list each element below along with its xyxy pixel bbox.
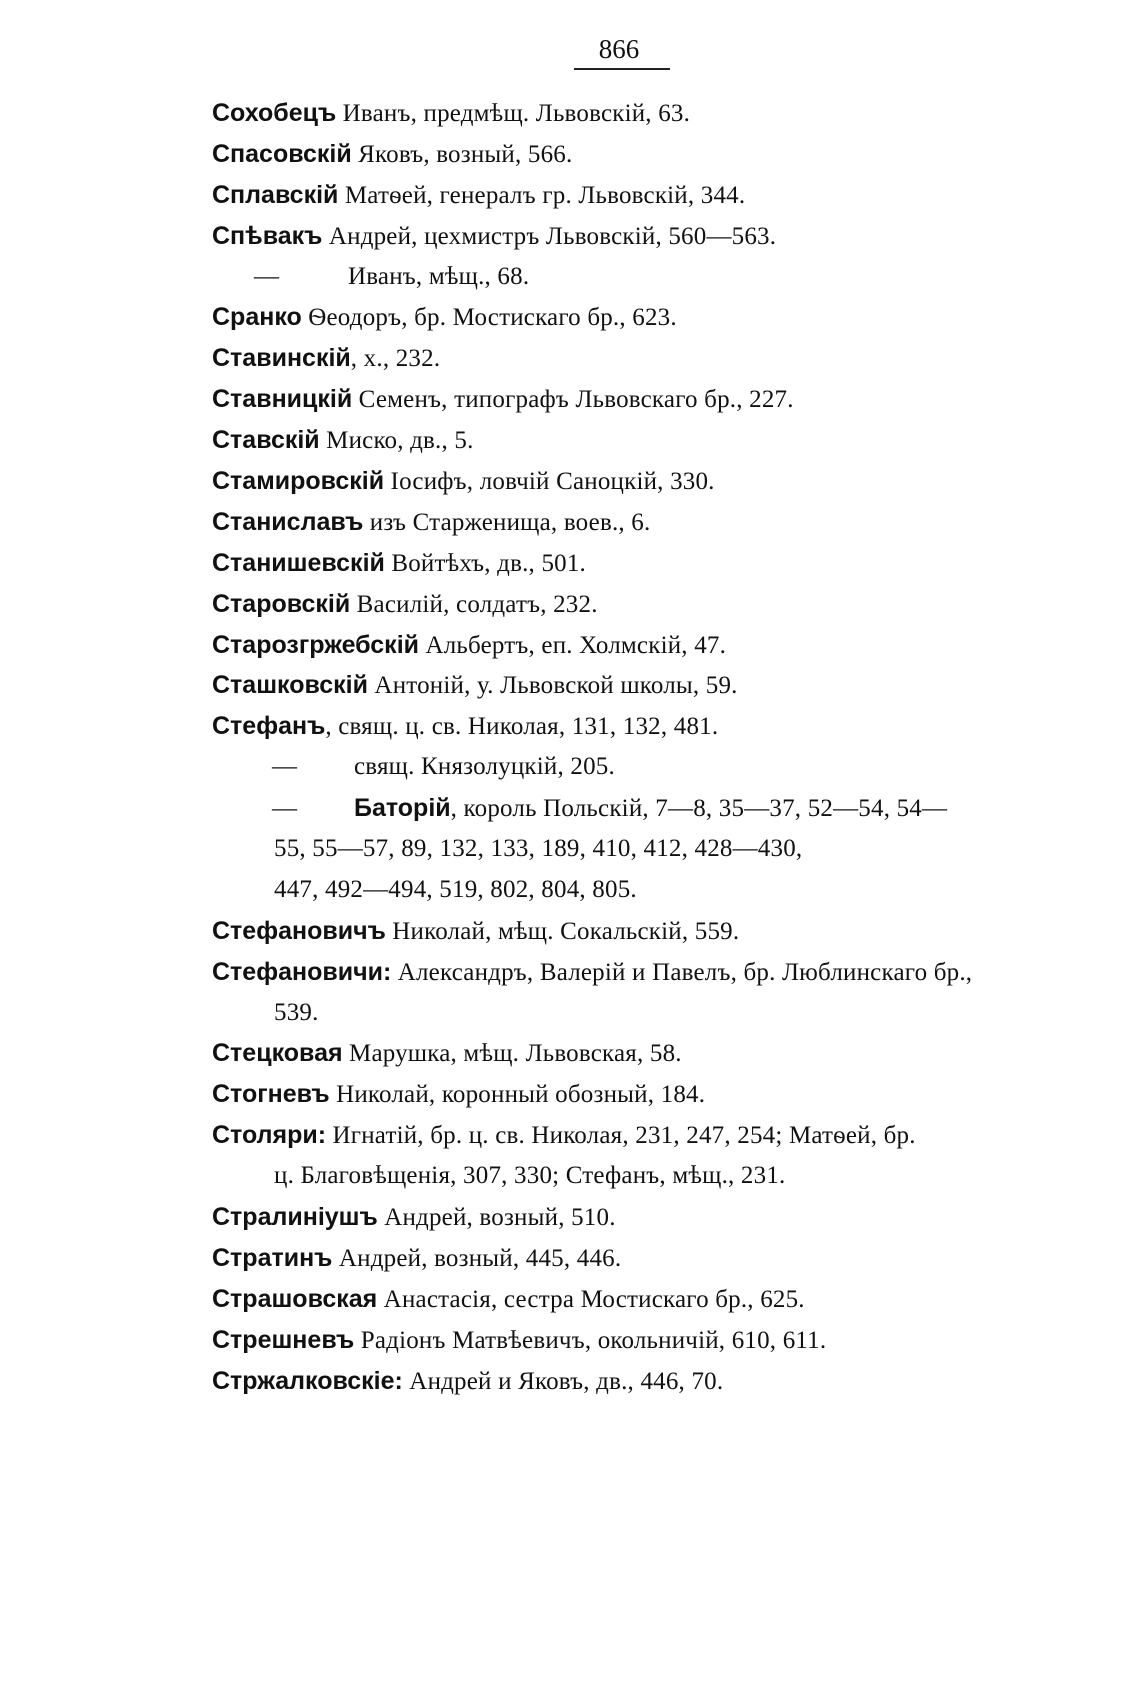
- entry-text: Матѳей, генералъ гр. Львовскій, 344.: [338, 181, 746, 209]
- entry-headword: Стефановичи:: [212, 957, 392, 986]
- index-entry: [212, 1279, 1032, 1320]
- index-entry: [212, 379, 1032, 420]
- entry-text: Иванъ, предмѣщ. Львовскій, 63.: [336, 100, 691, 127]
- index-continuation: [212, 993, 1032, 1034]
- page-number: 866: [598, 34, 640, 64]
- entry-text: , свящ. ц. св. Николая, 131, 132, 481.: [325, 713, 719, 741]
- entry-text: ц. Благовѣщенія, 307, 330; Стефанъ, мѣщ., 231.: [274, 1162, 786, 1190]
- entry-headword: Стефанъ: [212, 712, 326, 741]
- index-subentry: [212, 747, 1032, 788]
- entry-headword: Станиславъ: [212, 507, 364, 536]
- index-continuation: [212, 829, 1032, 870]
- index-entry: [212, 461, 1032, 502]
- entry-text: 55, 55—57, 89, 132, 133, 189, 410, 412, 428—430,: [274, 835, 803, 863]
- entry-text: 447, 492—494, 519, 802, 804, 805.: [274, 875, 637, 903]
- entry-text: Андрей, возный, 510.: [377, 1204, 616, 1232]
- entry-text: Игнатій, бр. ц. св. Николая, 231, 247, 254; Матѳей, бр.: [326, 1122, 916, 1150]
- entry-headword: Ставинскій: [212, 344, 351, 373]
- page-number-rule: [574, 68, 670, 70]
- entry-text: Радіонъ Матвѣевичъ, окольничій, 610, 611.: [354, 1326, 827, 1354]
- index-entry: [212, 584, 1032, 625]
- index-entry: [212, 911, 1032, 952]
- entry-headword: Стамировскій: [212, 467, 385, 496]
- entry-text: Николай, мѣщ. Сокальскій, 559.: [385, 917, 740, 945]
- repeat-dash: —: [272, 795, 298, 823]
- index-continuation: [212, 870, 1032, 911]
- entry-text: свящ. Князолуцкій, 205.: [354, 753, 615, 781]
- index-entry: [212, 338, 1032, 379]
- entry-text: , х., 232.: [350, 345, 441, 373]
- index-subentry: [212, 257, 1032, 298]
- entry-text: Миско, дв., 5.: [319, 427, 474, 455]
- entry-text: Антоній, у. Львовской школы, 59.: [367, 672, 738, 700]
- index-entry: [212, 502, 1032, 543]
- index-entry: [212, 665, 1032, 706]
- entry-headword: Старовскій: [212, 589, 351, 618]
- index-entry: [212, 297, 1032, 338]
- entry-text: , король Польскій, 7—8, 35—37, 52—54, 54—: [450, 795, 948, 823]
- entry-text: Александръ, Валерій и Павелъ, бр. Люблинскаго бр.,: [391, 958, 973, 986]
- entry-text: 539.: [274, 998, 319, 1026]
- entry-headword: Спасовскій: [212, 139, 352, 168]
- index-entry: [212, 1361, 1032, 1402]
- entry-text: Альбертъ, еп. Холмскій, 47.: [419, 631, 727, 659]
- entry-headword: Сплавскій: [212, 180, 339, 209]
- index-subentry: [212, 788, 1032, 829]
- entry-text: изъ Старженища, воев., 6.: [363, 508, 651, 536]
- index-entry: [212, 216, 1032, 257]
- index-entry: [212, 706, 1032, 747]
- index-entries: [212, 93, 1032, 1402]
- repeat-dash: —: [272, 753, 298, 781]
- index-entry: [212, 1238, 1032, 1279]
- entry-text: Андрей, возный, 445, 446.: [332, 1244, 622, 1272]
- index-entry: [212, 93, 1032, 134]
- index-entry: [212, 1074, 1032, 1115]
- entry-text: Войтѣхъ, дв., 501.: [384, 549, 586, 577]
- index-entry: [212, 543, 1032, 584]
- entry-headword: Стецковая: [212, 1039, 343, 1068]
- entry-text: Семенъ, типографъ Львовскаго бр., 227.: [352, 386, 794, 414]
- entry-headword: Ставницкій: [212, 385, 353, 414]
- entry-headword: Старозгржебскій: [212, 630, 420, 659]
- index-entry: [212, 1033, 1032, 1074]
- index-entry: [212, 1115, 1032, 1156]
- entry-headword: Столяри:: [212, 1121, 327, 1150]
- entry-headword: Стратинъ: [212, 1243, 333, 1272]
- index-entry: [212, 1320, 1032, 1361]
- index-continuation: [212, 1156, 1032, 1197]
- entry-headword: Сохобецъ: [212, 99, 337, 127]
- entry-headword: Станишевскій: [212, 548, 385, 577]
- entry-headword: Сранко: [212, 303, 302, 332]
- entry-text: Николай, коронный обозный, 184.: [329, 1081, 706, 1109]
- entry-headword: Стржалковскіе:: [212, 1366, 403, 1395]
- index-entry: [212, 134, 1032, 175]
- index-entry: [212, 420, 1032, 461]
- entry-text: Василій, солдатъ, 232.: [350, 590, 598, 618]
- entry-text: Іосифъ, ловчій Саноцкій, 330.: [384, 468, 715, 496]
- entry-headword: Стефановичъ: [212, 916, 386, 945]
- entry-headword: Ставскій: [212, 426, 320, 455]
- repeat-dash: —: [254, 262, 280, 290]
- entry-headword: Страшовская: [212, 1284, 378, 1313]
- entry-headword: Стралиніушъ: [212, 1203, 378, 1232]
- entry-headword: Спѣвакъ: [212, 221, 323, 250]
- entry-text: Анастасія, сестра Мостискаго бр., 625.: [377, 1285, 805, 1313]
- entry-text: Иванъ, мѣщ., 68.: [348, 262, 530, 290]
- entry-headword: Стогневъ: [212, 1080, 330, 1109]
- entry-text: Андрей, цехмистръ Львовскій, 560—563.: [322, 222, 777, 250]
- entry-headword: Сташковскій: [212, 671, 368, 700]
- entry-text: Марушка, мѣщ. Львовская, 58.: [342, 1040, 682, 1068]
- entry-text: Ѳеодоръ, бр. Мостискаго бр., 623.: [301, 304, 677, 332]
- index-entry: [212, 625, 1032, 666]
- index-entry: [212, 952, 1032, 993]
- entry-text: Андрей и Яковъ, дв., 446, 70.: [402, 1367, 724, 1395]
- entry-headword: Стрешневъ: [212, 1325, 355, 1354]
- entry-headword: Баторій: [354, 794, 451, 823]
- index-entry: [212, 1197, 1032, 1238]
- entry-text: Яковъ, возный, 566.: [351, 140, 573, 168]
- index-entry: [212, 175, 1032, 216]
